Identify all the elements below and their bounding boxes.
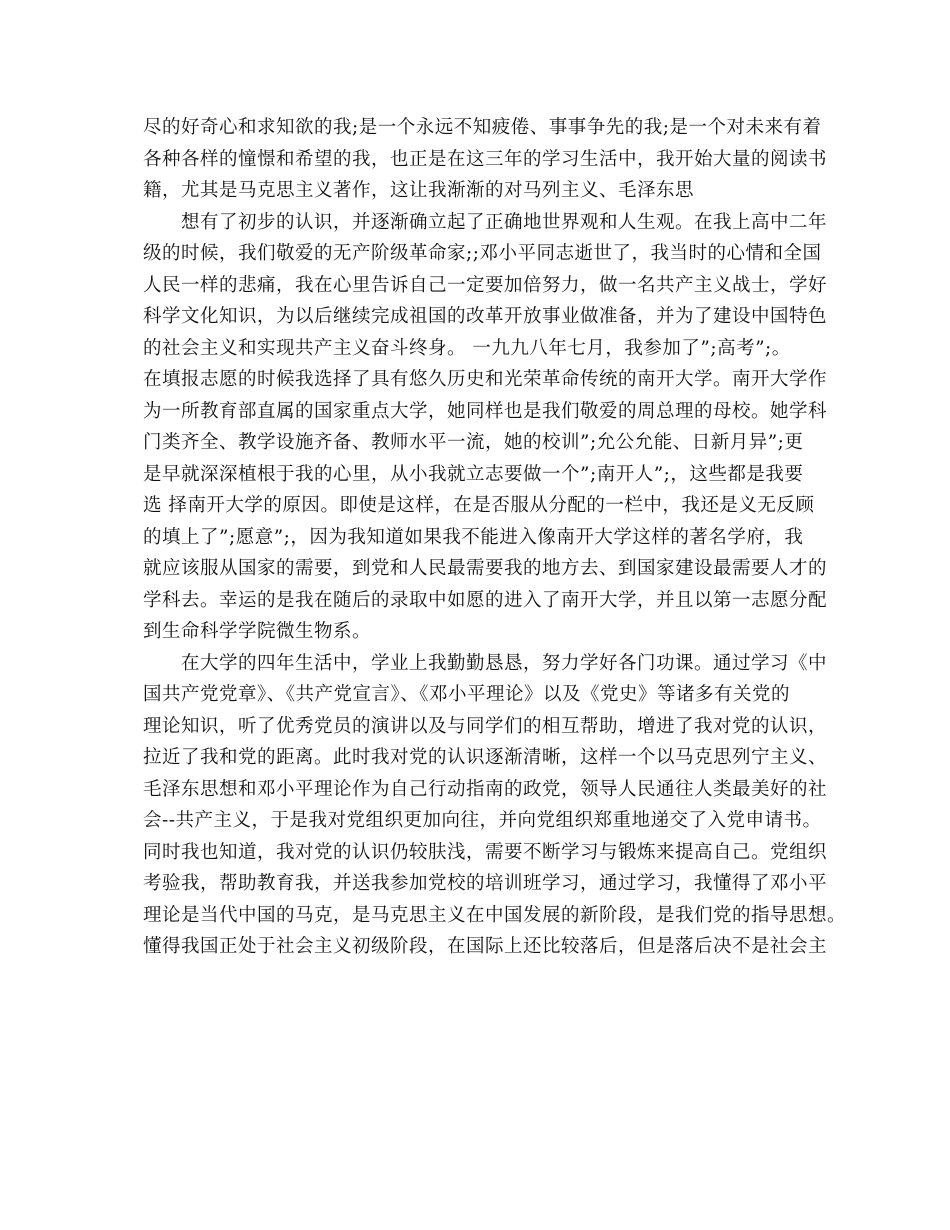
text-line: 门类齐全、教学设施齐备、教师水平一流，她的校训”;允公允能、日新月异”;更 bbox=[143, 432, 804, 453]
text-line: 科学文化知识，为以后继续完成祖国的改革开放事业做准备，并为了建设中国特色 bbox=[143, 306, 828, 327]
text-line: 国共产党党章》、《共产党宣言》、《邓小平理论》以及《党史》等诸多有关党的 bbox=[143, 684, 791, 705]
text-line: 会--共产主义，于是我对党组织更加向往，并向党组织郑重地递交了入党申请书。 bbox=[143, 810, 822, 831]
text-line: 理论知识，听了优秀党员的演讲以及与同学们的相互帮助，增进了我对党的认识， bbox=[143, 715, 828, 737]
text-line: 是早就深深植根于我的心里，从小我就立志要做一个”;南开人”;，这些都是我要 bbox=[143, 463, 804, 485]
text-line: 在填报志愿的时候我选择了具有悠久历史和光荣革命传统的南开大学。南开大学作 bbox=[143, 369, 828, 390]
text-line: 为一所教育部直属的国家重点大学，她同样也是我们敬爱的周总理的母校。她学科 bbox=[143, 400, 828, 422]
text-line: 理论是当代中国的马克，是马克思主义在中国发展的新阶段，是我们党的指导思想。 bbox=[143, 904, 847, 926]
text-line: 懂得我国正处于社会主义初级阶段，在国际上还比较落后，但是落后决不是社会主 bbox=[143, 936, 828, 957]
text-line: 在大学的四年生活中，学业上我勤勤恳恳，努力学好各门功课。通过学习《中 bbox=[143, 652, 828, 674]
text-line: 到生命科学学院微生物系。 bbox=[143, 621, 372, 642]
text-line: 人民一样的悲痛，我在心里告诉自己一定要加倍努力，做一名共产主义战士，学好 bbox=[143, 274, 828, 296]
text-line: 选 择南开大学的原因。即使是这样，在是否服从分配的一栏中，我还是义无反顾 bbox=[143, 495, 815, 516]
text-line: 的社会主义和实现共产主义奋斗终身。 一九九八年七月，我参加了”;高考”;。 bbox=[143, 337, 791, 359]
text-line: 想有了初步的认识，并逐渐确立起了正确地世界观和人生观。在我上高中二年 bbox=[143, 211, 828, 233]
document-body bbox=[143, 112, 847, 963]
text-line: 籍，尤其是马克思主义著作，这让我渐渐的对马列主义、毛泽东思 bbox=[143, 180, 695, 201]
text-line: 同时我也知道，我对党的认识仍较肤浅，需要不断学习与锻炼来提高自己。党组织 bbox=[143, 841, 828, 863]
text-line: 拉近了我和党的距离。此时我对党的认识逐渐清晰，这样一个以马克思列宁主义、 bbox=[143, 747, 828, 768]
text-line: 尽的好奇心和求知欲的我;是一个永远不知疲倦、事事争先的我;是一个对未来有着 bbox=[143, 117, 822, 138]
text-line: 的填上了”;愿意”;，因为我知道如果我不能进入像南开大学这样的著名学府，我 bbox=[143, 526, 804, 548]
text-line: 就应该服从国家的需要，到党和人民最需要我的地方去、到国家建设最需要人才的 bbox=[143, 558, 828, 579]
text-line: 毛泽东思想和邓小平理论作为自己行动指南的政党，领导人民通往人类最美好的社 bbox=[143, 778, 828, 800]
text-line: 学科去。幸运的是我在随后的录取中如愿的进入了南开大学，并且以第一志愿分配 bbox=[143, 589, 828, 611]
text-line: 各种各样的憧憬和希望的我，也正是在这三年的学习生活中，我开始大量的阅读书 bbox=[143, 148, 828, 170]
text-line: 考验我，帮助教育我，并送我参加党校的培训班学习，通过学习，我懂得了邓小平 bbox=[143, 873, 828, 894]
text-line: 级的时候，我们敬爱的无产阶级革命家;;邓小平同志逝世了，我当时的心情和全国 bbox=[143, 243, 822, 264]
